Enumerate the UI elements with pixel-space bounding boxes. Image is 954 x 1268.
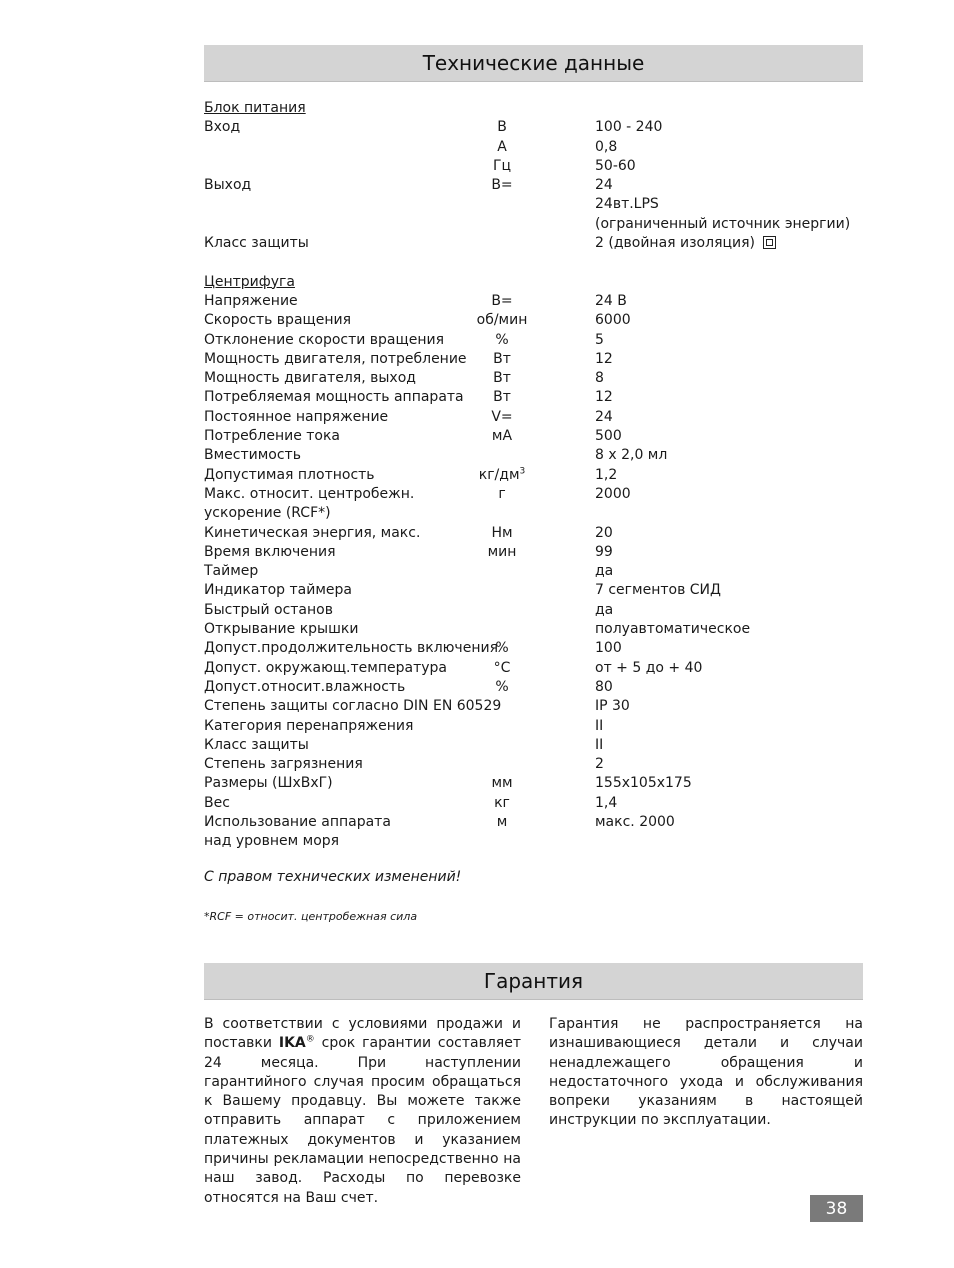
spec-value-text: 2000 (595, 485, 631, 502)
spec-value (595, 369, 604, 388)
spec-row (204, 524, 863, 543)
spec-value-text: 6000 (595, 312, 631, 329)
spec-label: Время включения (204, 543, 336, 560)
spec-row (204, 736, 863, 755)
spec-unit-text: Вт (493, 389, 511, 406)
spec-row (204, 678, 863, 697)
section-title-power (204, 99, 863, 118)
registered-mark: ® (305, 1034, 315, 1045)
warranty-left-intro: В соответствии с условиями продажи и поставки (204, 1016, 521, 1052)
brand-name: IKA (278, 1035, 306, 1052)
spec-value-text: 7 сегментов СИД (595, 582, 721, 599)
spec-row (204, 369, 863, 388)
spec-row (204, 485, 863, 504)
spec-value-text: 100 (595, 640, 622, 657)
spec-value (595, 659, 702, 678)
spec-row (204, 176, 863, 195)
spec-row (204, 794, 863, 813)
spec-unit-text: Вт (493, 350, 511, 367)
spec-label: Использование аппарата (204, 813, 391, 830)
spec-value-text: 0,8 (595, 138, 618, 155)
spec-value-text: полуавтоматическое (595, 621, 751, 638)
spec-value-text: 24вт.LPS (595, 196, 659, 213)
warranty-header: Гарантия (204, 963, 863, 1000)
spec-value-text: 12 (595, 389, 613, 406)
warranty-text-right: Гарантия не распространяется на изнашивающиеся детали и случаи ненадлежащего обращения и недостаточного ухода и обслуживания вопреки указаниям в настоящей инструкции по эксплуатации. (549, 1016, 863, 1129)
spec-value-text: (ограниченный источник энергии) (595, 215, 851, 232)
spec-unit-text: Гц (492, 157, 512, 174)
spec-label: Мощность двигателя, выход (204, 370, 416, 387)
spec-label: Степень загрязнения (204, 756, 363, 773)
centrifuge-rows (204, 292, 863, 852)
spec-unit (452, 639, 552, 658)
spec-value (595, 717, 603, 736)
spec-value (595, 118, 662, 137)
spec-value-text: 2 (двойная изоляция) (595, 235, 756, 252)
spec-unit (452, 678, 552, 697)
spec-unit-text: кг (494, 794, 510, 811)
spec-value-text: 100 - 240 (595, 119, 663, 136)
spec-unit-text: мА (491, 428, 513, 445)
spec-label: Допуст.относит.влажность (204, 678, 406, 695)
spec-label: Скорость вращения (204, 312, 351, 329)
spec-unit (452, 388, 552, 407)
spec-row (204, 755, 863, 774)
spec-value (595, 157, 636, 176)
spacer (204, 253, 863, 272)
spec-unit (452, 331, 552, 350)
spec-row (204, 697, 863, 716)
spec-unit-text: м (496, 813, 508, 830)
spec-value (595, 639, 622, 658)
power-title: Блок питания (204, 100, 306, 116)
spec-unit-superscript: 3 (519, 465, 526, 476)
tech-data-header: Технические данные (204, 45, 863, 82)
spec-value (595, 446, 667, 465)
spec-label: Допуст.продолжительность включения (204, 640, 498, 657)
spec-value (595, 176, 613, 195)
spec-row (204, 543, 863, 562)
spec-value (595, 562, 613, 581)
spec-value (595, 388, 613, 407)
spec-label: над уровнем моря (204, 833, 340, 850)
spec-value-text: 1,2 (595, 466, 618, 483)
spec-unit-text: об/мин (476, 312, 528, 329)
spec-row (204, 504, 863, 523)
spec-unit (452, 157, 552, 176)
spec-value (595, 427, 622, 446)
spec-row (204, 813, 863, 832)
spec-row (204, 388, 863, 407)
spec-value (595, 813, 675, 832)
spec-label: Потребление тока (204, 428, 341, 445)
spec-unit (452, 813, 552, 832)
spec-unit (452, 138, 552, 157)
spec-row (204, 408, 863, 427)
spec-value (595, 736, 603, 755)
spec-value (595, 774, 692, 793)
spec-value (595, 581, 721, 600)
spec-unit-text: V= (491, 408, 513, 425)
spec-unit-text: мм (491, 775, 513, 792)
spec-row (204, 331, 863, 350)
spec-row (204, 601, 863, 620)
power-rows (204, 118, 863, 253)
spec-value (595, 234, 776, 253)
spec-unit (452, 311, 552, 330)
spec-label: Вес (204, 794, 230, 811)
spec-unit (452, 466, 552, 485)
spec-value (595, 678, 613, 697)
spec-row (204, 717, 863, 736)
spec-label: Допуст. окружающ.температура (204, 659, 447, 676)
spec-value-text: 20 (595, 524, 613, 541)
section-title-centrifuge (204, 273, 863, 292)
spec-value-text: 8 x 2,0 мл (595, 447, 668, 464)
spec-label: Кинетическая энергия, макс. (204, 524, 421, 541)
spec-label: Отклонение скорости вращения (204, 331, 444, 348)
spec-unit (452, 427, 552, 446)
spec-unit (452, 485, 552, 504)
spec-label: Постоянное напряжение (204, 408, 389, 425)
spec-value (595, 485, 631, 504)
spec-label: Размеры (ШхВхГ) (204, 775, 333, 792)
spec-value-text: 12 (595, 350, 613, 367)
spec-row (204, 350, 863, 369)
page-number: 38 (810, 1195, 863, 1222)
spec-label: Таймер (204, 563, 259, 580)
spec-label: Мощность двигателя, потребление (204, 350, 467, 367)
spec-label: Быстрый останов (204, 601, 333, 618)
spec-value-text: II (595, 736, 604, 753)
spec-row (204, 832, 863, 851)
spec-label: Класс защиты (204, 736, 309, 753)
spec-unit-text: Нм (491, 524, 513, 541)
spec-row (204, 774, 863, 793)
spec-label: Степень защиты согласно DIN EN 60529 (204, 698, 502, 715)
double-insulation-icon (763, 236, 776, 249)
spec-unit-text: % (495, 678, 509, 695)
spec-row (204, 466, 863, 485)
spec-value-text: 2 (595, 756, 604, 773)
spec-value (595, 601, 613, 620)
warranty-text-left (204, 1015, 521, 1208)
spec-row (204, 195, 863, 214)
specs-table (204, 99, 863, 852)
spec-label: Индикатор таймера (204, 582, 352, 599)
spec-value (595, 620, 750, 639)
spec-value (595, 755, 604, 774)
spec-value-text: от + 5 до + 40 (595, 659, 703, 676)
spec-label: Класс защиты (204, 235, 309, 252)
warranty-left-rest: срок гарантии составляет 24 месяца. При наступлении гарантийного случая просим обращаться к Вашему продавцу. Вы можете также отправить аппарат с приложением платежных документов и указанием причины рекламации непосредственно на наш завод. Расходы по перевозке относятся на Ваш счет. (204, 1035, 522, 1206)
spec-value-text: 50-60 (595, 157, 636, 174)
spec-value-text: 5 (595, 331, 604, 348)
spec-row (204, 118, 863, 137)
spec-label: Выход (204, 177, 252, 194)
spec-unit-text: г (498, 485, 506, 502)
spec-unit-text: °С (493, 659, 511, 676)
spec-row (204, 639, 863, 658)
spec-row (204, 659, 863, 678)
spec-row (204, 138, 863, 157)
spec-unit-text: В (497, 119, 507, 136)
spec-value (595, 697, 630, 716)
spec-value-text: 500 (595, 428, 622, 445)
spec-value (595, 524, 613, 543)
spec-row (204, 581, 863, 600)
spec-value-text: макс. 2000 (595, 813, 675, 830)
spec-value-text: IP 30 (595, 698, 630, 715)
spec-row (204, 562, 863, 581)
spec-unit (452, 794, 552, 813)
spec-value (595, 138, 617, 157)
spec-unit (452, 774, 552, 793)
spec-unit (452, 408, 552, 427)
spec-row (204, 446, 863, 465)
spec-value-text: 24 В (595, 292, 627, 309)
spec-unit (452, 350, 552, 369)
spec-value-text: 99 (595, 543, 613, 560)
spec-value-text: II (595, 717, 604, 734)
spec-unit-text: А (497, 138, 507, 155)
spec-value-text: 8 (595, 370, 604, 387)
spec-row (204, 620, 863, 639)
spec-unit-text: Вт (493, 370, 511, 387)
spec-value-text: 80 (595, 678, 613, 695)
spec-row (204, 234, 863, 253)
spec-unit-text: В= (491, 177, 513, 194)
spec-row (204, 215, 863, 234)
spec-row (204, 311, 863, 330)
spec-unit-text: % (495, 331, 509, 348)
spec-value (595, 466, 617, 485)
spec-unit-text: В= (491, 292, 513, 309)
spec-label: Допустимая плотность (204, 466, 375, 483)
spec-label: Вместимость (204, 447, 301, 464)
spec-unit (452, 176, 552, 195)
spec-label: Макс. относит. центробежн. (204, 485, 415, 502)
spec-row (204, 427, 863, 446)
spec-unit (452, 543, 552, 562)
spec-label: ускорение (RCF*) (204, 505, 331, 522)
spec-label: Потребляемая мощность аппарата (204, 389, 464, 406)
note-rcf: *RCF = относит. центробежная сила (204, 910, 418, 923)
centrifuge-title: Центрифуга (204, 273, 295, 290)
spec-value (595, 215, 850, 234)
spec-value (595, 331, 604, 350)
spec-value-text: да (595, 601, 614, 618)
spec-label: Категория перенапряжения (204, 717, 414, 734)
note-technical-changes: С правом технических изменений! (204, 869, 462, 885)
spec-value (595, 292, 627, 311)
spec-value-text: 24 (595, 408, 613, 425)
spec-value-text: 1,4 (595, 794, 618, 811)
spec-unit (452, 118, 552, 137)
spec-value (595, 794, 617, 813)
spec-label: Напряжение (204, 292, 298, 309)
spec-row (204, 292, 863, 311)
spec-value (595, 311, 631, 330)
spec-value (595, 350, 613, 369)
spec-label: Вход (204, 119, 241, 136)
spec-unit (452, 369, 552, 388)
spec-unit (452, 292, 552, 311)
spec-unit (452, 659, 552, 678)
spec-value (595, 195, 659, 214)
spec-label: Открывание крышки (204, 621, 359, 638)
spec-row (204, 157, 863, 176)
spec-unit-text: кг/дм (478, 466, 520, 483)
spec-value (595, 408, 613, 427)
spec-unit (452, 524, 552, 543)
spec-value-text: да (595, 563, 614, 580)
spec-unit-text: % (495, 640, 509, 657)
spec-value-text: 155x105x175 (595, 775, 692, 792)
spec-unit-text: мин (487, 543, 517, 560)
spec-value (595, 543, 613, 562)
spec-value-text: 24 (595, 177, 613, 194)
